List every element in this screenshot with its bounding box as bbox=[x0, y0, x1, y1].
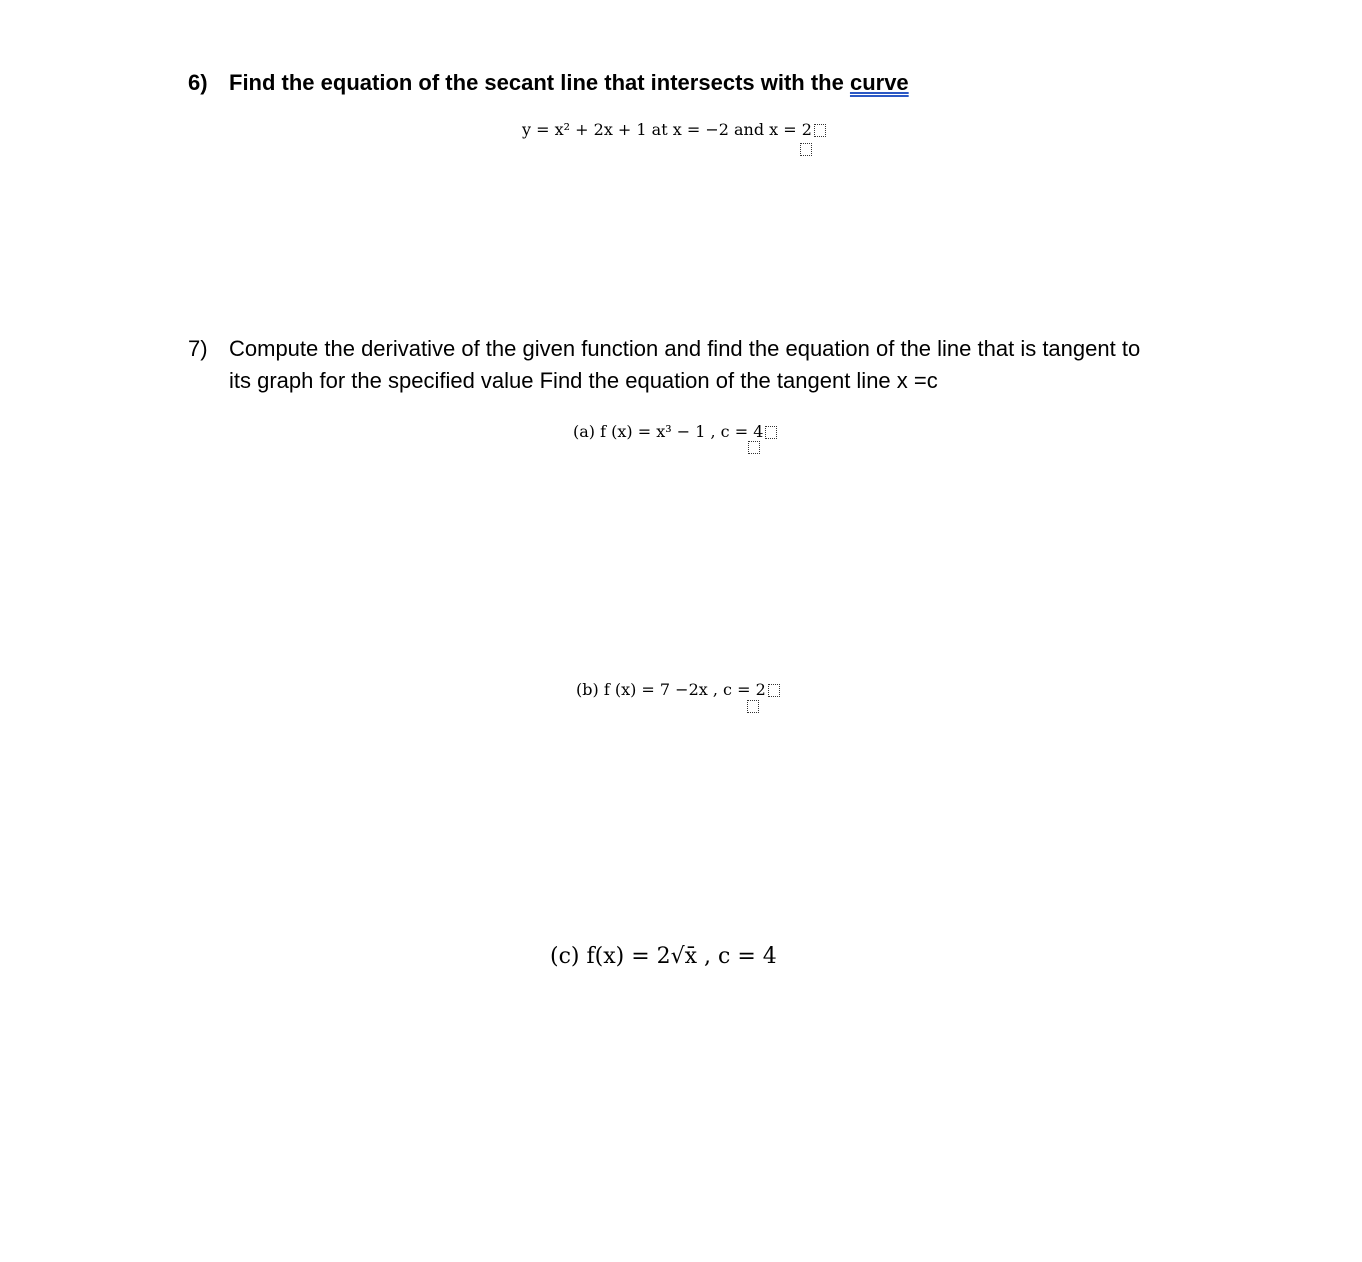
placeholder-box bbox=[748, 441, 760, 454]
placeholder-box bbox=[814, 124, 826, 137]
placeholder-box bbox=[768, 684, 780, 697]
question-6-number: 6) bbox=[188, 70, 208, 95]
equation-text: y = x² + 2x + 1 at x = −2 and x = 2 bbox=[522, 120, 812, 139]
question-6-text bbox=[229, 70, 909, 96]
question-6-equation bbox=[522, 120, 826, 139]
curve-word: curve bbox=[849, 70, 909, 95]
question-7-line-1: Compute the derivative of the given function and find the equation of the line that is tangent to bbox=[229, 336, 1141, 361]
part-a-equation bbox=[573, 422, 777, 441]
part-b-equation bbox=[576, 680, 780, 699]
part-b-text: (b) f (x) = 7 −2x , c = 2 bbox=[576, 680, 766, 699]
part-c-equation: (c) f(x) = 2√x̄ , c = 4 bbox=[550, 944, 777, 969]
part-a-text: (a) f (x) = x³ − 1 , c = 4 bbox=[573, 422, 764, 441]
placeholder-box bbox=[765, 426, 777, 439]
question-6-prompt: Find the equation of the secant line that intersects with the bbox=[229, 70, 850, 95]
question-7-line-2: its graph for the specified value Find the equation of the tangent line x =c bbox=[229, 368, 938, 393]
question-7-number: 7) bbox=[188, 336, 208, 361]
placeholder-box bbox=[800, 143, 812, 156]
placeholder-box bbox=[747, 700, 759, 713]
